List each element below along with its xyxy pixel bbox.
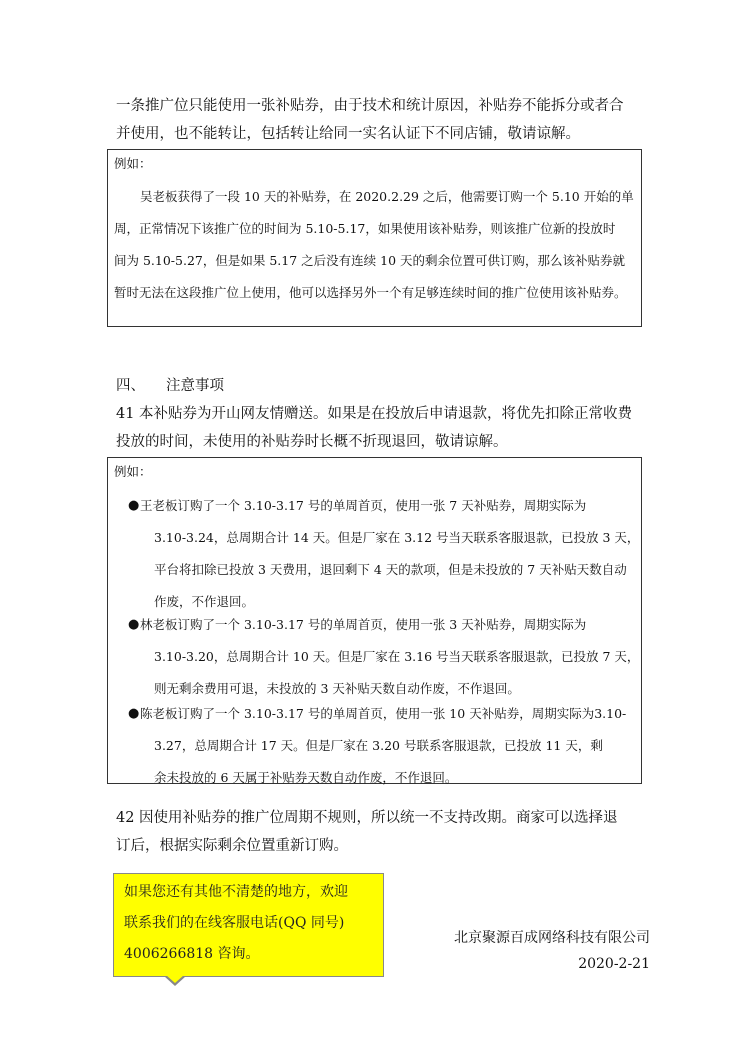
- bullet-line: 平台将扣除已投放 3 天费用，退回剩下 4 天的款项，但是未投放的 7 天补贴天数自动: [154, 562, 627, 577]
- item41-line: 41 本补贴券为开山网友情赠送。如果是在投放后申请退款，将优先扣除正常收费: [116, 406, 633, 422]
- bullet-item-3: [128, 698, 633, 794]
- bullet-line: 作废，不作退回。: [154, 594, 255, 609]
- item-42: [116, 804, 646, 860]
- bullet-line: 3.10-3.24，总周期合计 14 天。但是厂家在 3.12 号当天联系客服退款，已投放 3 天，: [154, 530, 640, 545]
- bullet-line: 王老板订购了一个 3.10-3.17 号的单周首页，使用一张 7 天补贴券，周期实际为: [140, 498, 587, 513]
- signature-block: [454, 925, 650, 977]
- bullet-dot-icon: ●: [128, 498, 140, 513]
- example-label: 例如：: [114, 156, 152, 171]
- item42-line: 42 因使用补贴券的推广位周期不规则，所以统一不支持改期。商家可以选择退: [116, 810, 618, 826]
- bullet-line: 3.10-3.20，总周期合计 10 天。但是厂家在 3.16 号当天联系客服退款，已投放 7 天，: [154, 649, 640, 664]
- bullet-line: 余未投放的 6 天属于补贴券天数自动作废，不作退回。: [154, 770, 458, 785]
- intro-line: 并使用，也不能转让，包括转让给同一实名认证下不同店铺，敬请谅解。: [116, 126, 580, 142]
- item-41: [116, 400, 646, 456]
- callout-line: 联系我们的在线客服电话(QQ 同号): [124, 915, 345, 931]
- section-heading: [116, 372, 224, 400]
- signature-date: 2020-2-21: [578, 956, 650, 972]
- example-box-1: [107, 149, 642, 327]
- example-label: 例如：: [114, 464, 152, 479]
- example1-line: 吴老板获得了一段 10 天的补贴券，在 2020.2.29 之后，他需要订购一个 5.10 开始的单: [140, 189, 634, 204]
- section-title: 注意事项: [166, 378, 224, 394]
- example1-line: 间为 5.10-5.27，但是如果 5.17 之后没有连续 10 天的剩余位置可供订购，那么该补贴券就: [114, 253, 625, 268]
- bullet-item-1: [128, 490, 640, 618]
- bullet-line: 则无剩余费用可退，未投放的 3 天补贴天数自动作废，不作退回。: [154, 681, 520, 696]
- example1-line: 周，正常情况下该推广位的时间为 5.10-5.17，如果使用该补贴券，则该推广位新的投放时: [114, 221, 616, 236]
- bullet-line: 林老板订购了一个 3.10-3.17 号的单周首页，使用一张 3 天补贴券，周期实际为: [140, 617, 587, 632]
- callout-line: 4006266818 咨询。: [124, 946, 260, 962]
- bullet-dot-icon: ●: [128, 617, 140, 632]
- bullet-line: 陈老板订购了一个 3.10-3.17 号的单周首页，使用一张 10 天补贴券，周期实际为3.10-: [140, 706, 627, 721]
- contact-callout: [113, 873, 384, 977]
- bullet-item-2: [128, 609, 640, 705]
- bullet-line: 3.27，总周期合计 17 天。但是厂家在 3.20 号联系客服退款，已投放 11 天，剩: [154, 738, 603, 753]
- callout-line: 如果您还有其他不清楚的地方，欢迎: [124, 884, 348, 900]
- item42-line: 订后，根据实际剩余位置重新订购。: [116, 838, 348, 854]
- callout-tail-fill: [166, 975, 184, 983]
- example-box-2: [107, 457, 642, 784]
- example1-line: 暂时无法在这段推广位上使用，他可以选择另外一个有足够连续时间的推广位使用该补贴券。: [114, 285, 627, 300]
- intro-line: 一条推广位只能使用一张补贴券，由于技术和统计原因，补贴券不能拆分或者合: [116, 98, 624, 114]
- bullet-dot-icon: ●: [128, 706, 140, 721]
- section-number: 四、: [116, 378, 145, 394]
- callout-text: [124, 877, 348, 970]
- company-name: 北京聚源百成网络科技有限公司: [454, 930, 650, 946]
- item41-line: 投放的时间，未使用的补贴券时长概不折现退回，敬请谅解。: [116, 434, 508, 450]
- intro-paragraph: [116, 92, 646, 148]
